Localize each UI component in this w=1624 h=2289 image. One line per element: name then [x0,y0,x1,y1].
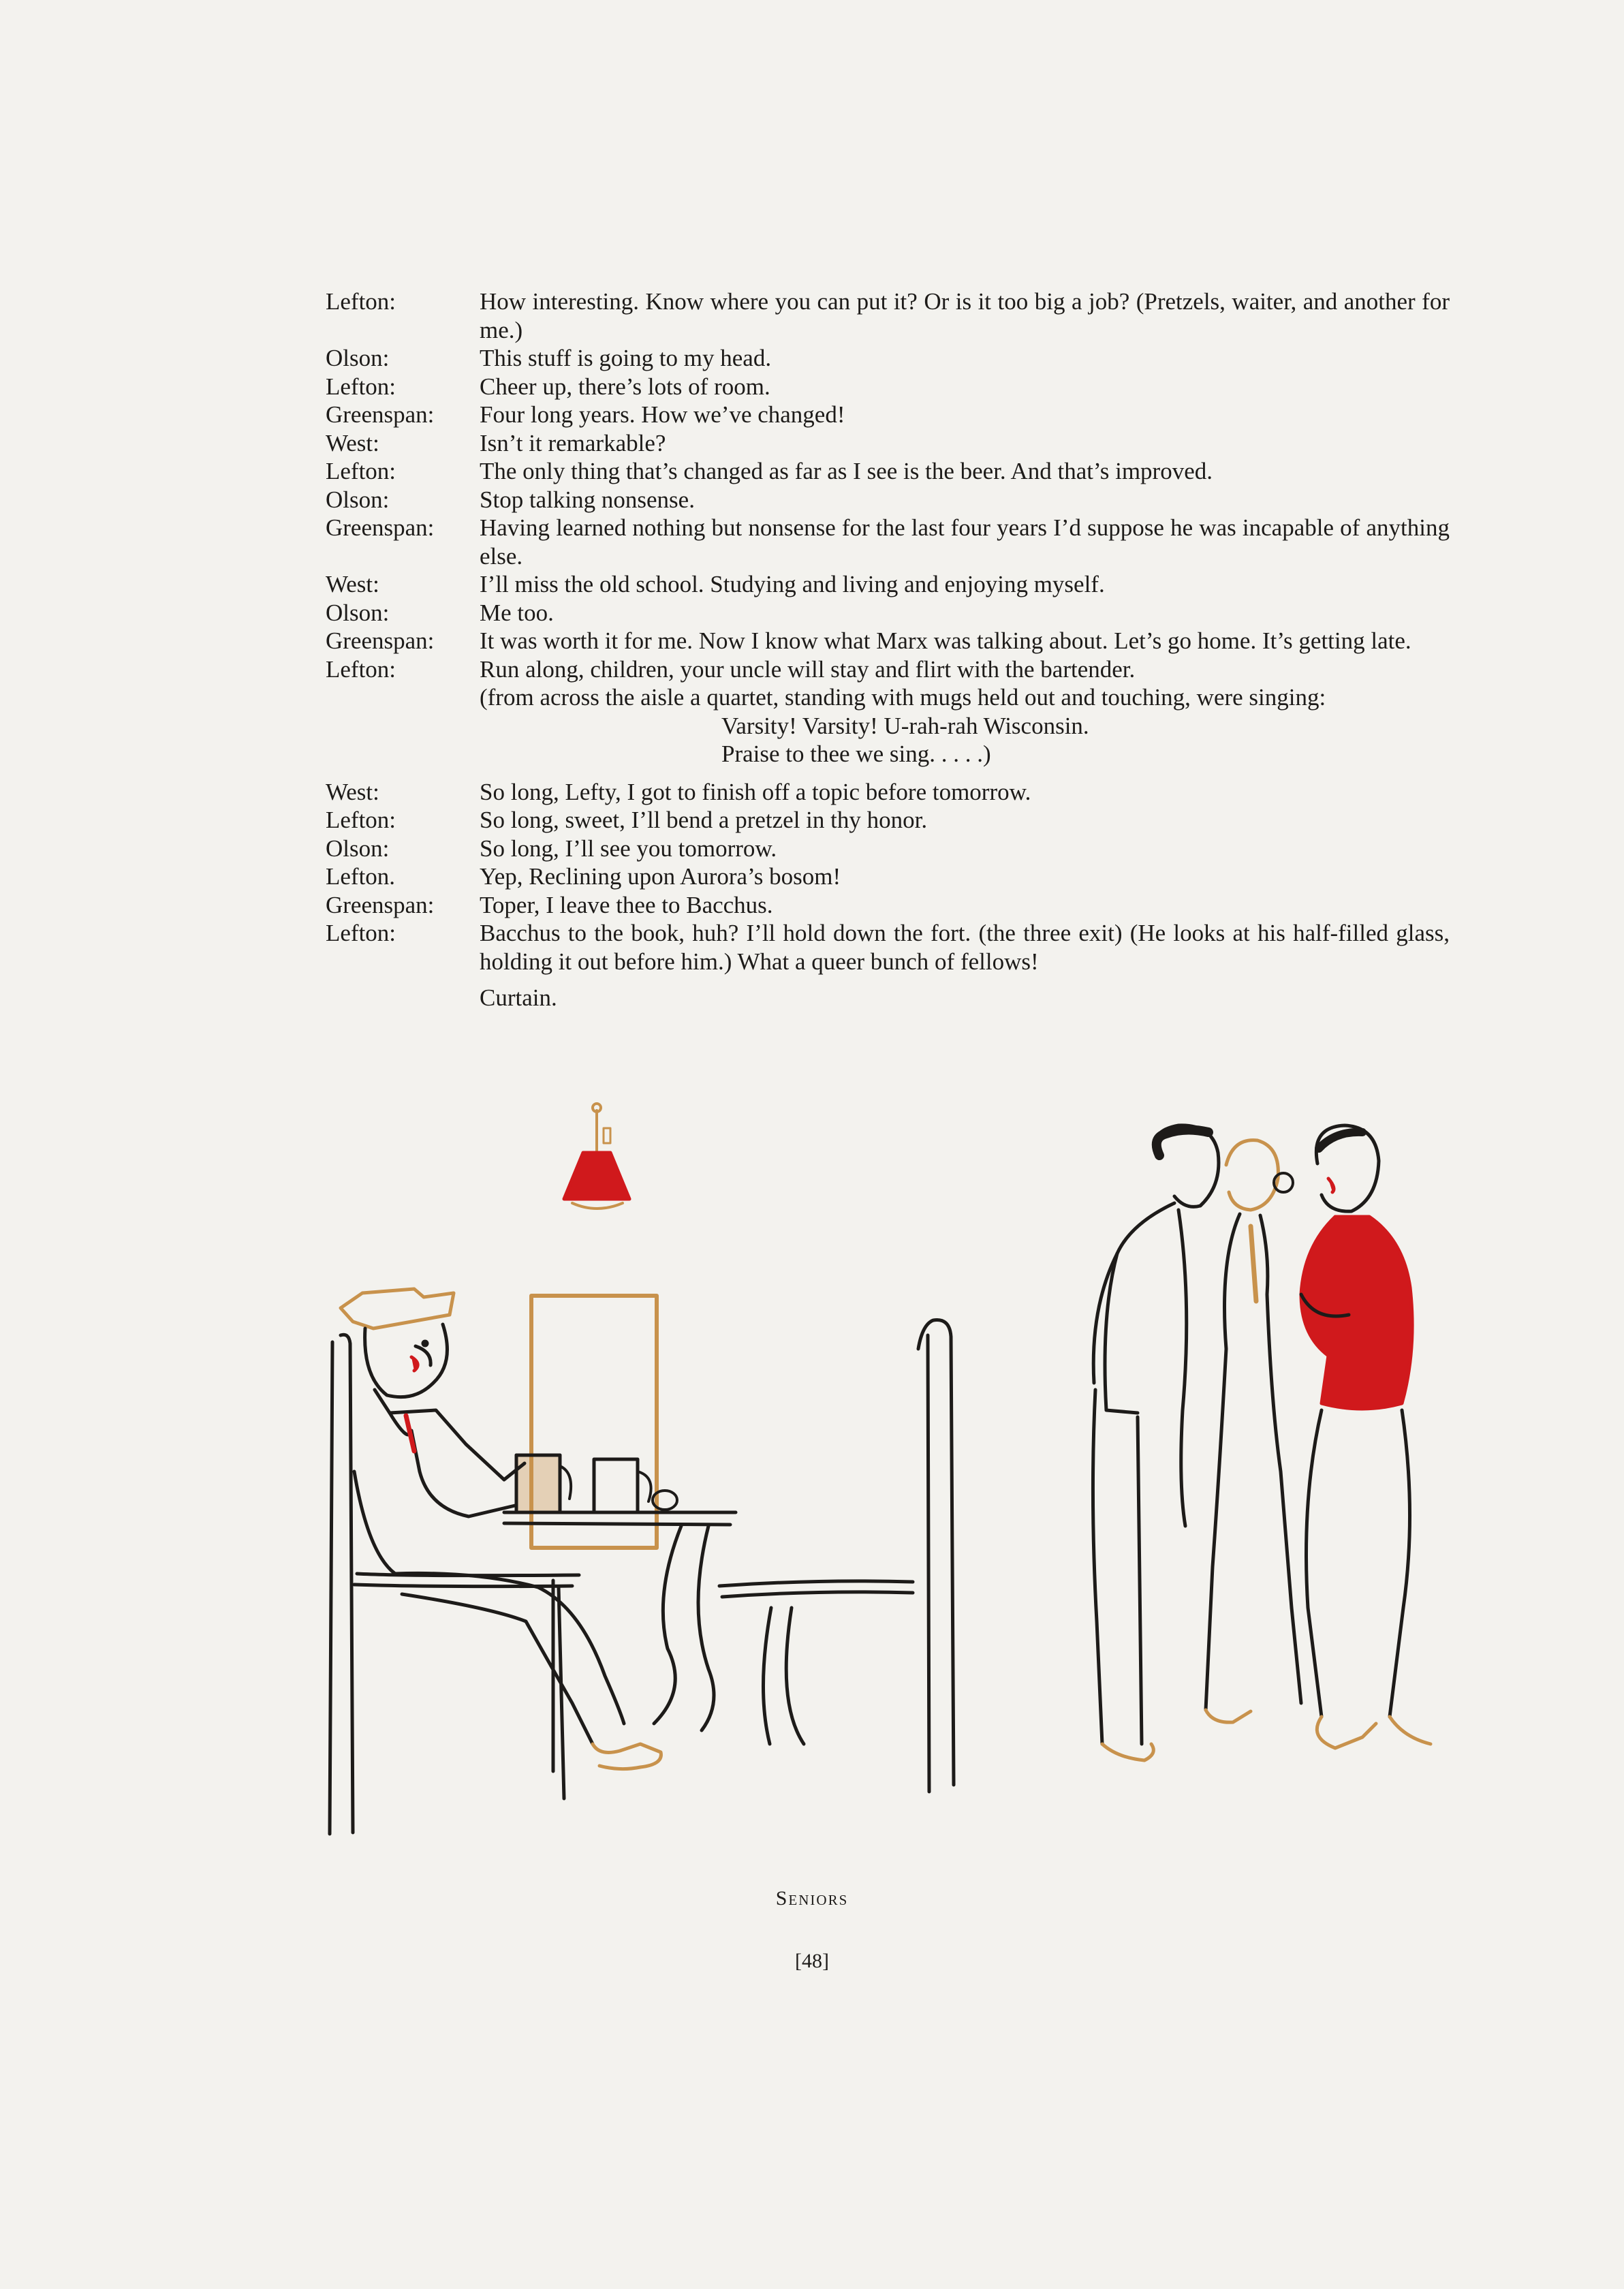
speaker-name: Greenspan: [326,891,435,918]
speech-text: It was worth it for me. Now I know what Marx was talking about. Let’s go home. It’s getting late. [480,627,1411,654]
seated-man [341,1289,661,1769]
speech-text: So long, sweet, I’ll bend a pretzel in thy honor. [480,807,928,833]
song-line: Varsity! Varsity! U-rah-rah Wisconsin. [721,712,1089,739]
dialogue-line [326,655,1450,684]
speech-text: This stuff is going to my head. [480,345,772,371]
speech-text: Four long years. How we’ve changed! [480,401,845,428]
speaker-name: Olson: [326,599,390,626]
speaker-name: Lefton: [326,373,396,400]
speaker-name: West: [326,778,379,805]
speech-text: So long, Lefty, I got to finish off a topic before tomorrow. [480,778,1031,805]
song-line: Praise to thee we sing. . . . .) [721,741,991,767]
dialogue-line [326,373,1450,401]
dialogue-line [326,778,1450,807]
speaker-name: Olson: [326,345,390,371]
song-lyrics [480,712,1450,768]
dialogue-line [326,891,1450,920]
speech-text: So long, I’ll see you tomorrow. [480,835,777,862]
dialogue-line [326,486,1450,514]
page-number: [48] [795,1950,829,1972]
speaker-name: Olson: [326,486,390,513]
dialogue-line [326,287,1450,344]
speaker-name: West: [326,571,379,597]
beer-mugs [516,1455,677,1512]
speech-text: Run along, children, your uncle will stay and flirt with the bartender. [480,655,1136,683]
speech-text: Bacchus to the book, huh? I’ll hold down the fort. (the three exit) (He looks at his half-filled glass, holding it out before him.) What a queer bunch of fellows! [480,920,1450,975]
speaker-name: Lefton. [326,863,396,890]
speaker-name: West: [326,429,379,456]
speaker-name: Lefton: [326,288,396,315]
speech-text: The only thing that’s changed as far as I see is the beer. And that’s improved. [480,458,1213,484]
song-block [326,712,1450,768]
dialogue-line [326,919,1450,976]
speaker-name: Olson: [326,835,390,862]
dialogue-line [326,599,1450,627]
curtain-line [326,984,1450,1012]
dialogue-line [326,457,1450,486]
speaker-name: Lefton: [326,920,396,946]
dialogue-line [326,862,1450,891]
play-script [326,287,1450,1012]
speech-text: I’ll miss the old school. Studying and living and enjoying myself. [480,571,1105,597]
dialogue-line [326,429,1450,458]
speaker-name: Greenspan: [326,627,435,654]
dialogue-line [326,835,1450,863]
speech-text: Isn’t it remarkable? [480,429,666,456]
dialogue-line [326,344,1450,373]
speech-text: Having learned nothing but nonsense for the last four years I’d suppose he was incapable of anything else. [480,514,1450,570]
dialogue-line [326,806,1450,835]
hanging-lamp [564,1104,629,1209]
dialogue-line [326,627,1450,655]
curtain-text: Curtain. [480,984,557,1011]
speech-text: Toper, I leave thee to Bacchus. [480,891,773,918]
left-booth [330,1335,579,1834]
dialogue-line [326,401,1450,429]
speech-text: How interesting. Know where you can put it? Or is it too big a job? (Pretzels, waiter, and another for me.) [480,288,1450,343]
dialogue-line [326,570,1450,599]
speaker-name: Lefton: [326,807,396,833]
speech-text: Stop talking nonsense. [480,486,695,513]
stage-direction: (from across the aisle a quartet, standing with mugs held out and touching, were singing: [480,684,1326,711]
tavern-illustration [300,1090,1471,2289]
speech-text: Yep, Reclining upon Aurora’s bosom! [480,863,841,890]
stage-direction-line [326,683,1450,712]
right-booth [719,1320,954,1792]
table [504,1512,736,1730]
dialogue-line [326,514,1450,570]
speaker-name: Lefton: [326,655,396,683]
speech-text: Cheer up, there’s lots of room. [480,373,770,400]
speech-text: Me too. [480,599,554,626]
illustration-caption: Seniors [775,1887,849,1910]
speaker-name: Greenspan: [326,514,435,541]
standing-men [1093,1125,1431,1760]
speaker-name: Greenspan: [326,401,435,428]
speaker-name: Lefton: [326,458,396,484]
